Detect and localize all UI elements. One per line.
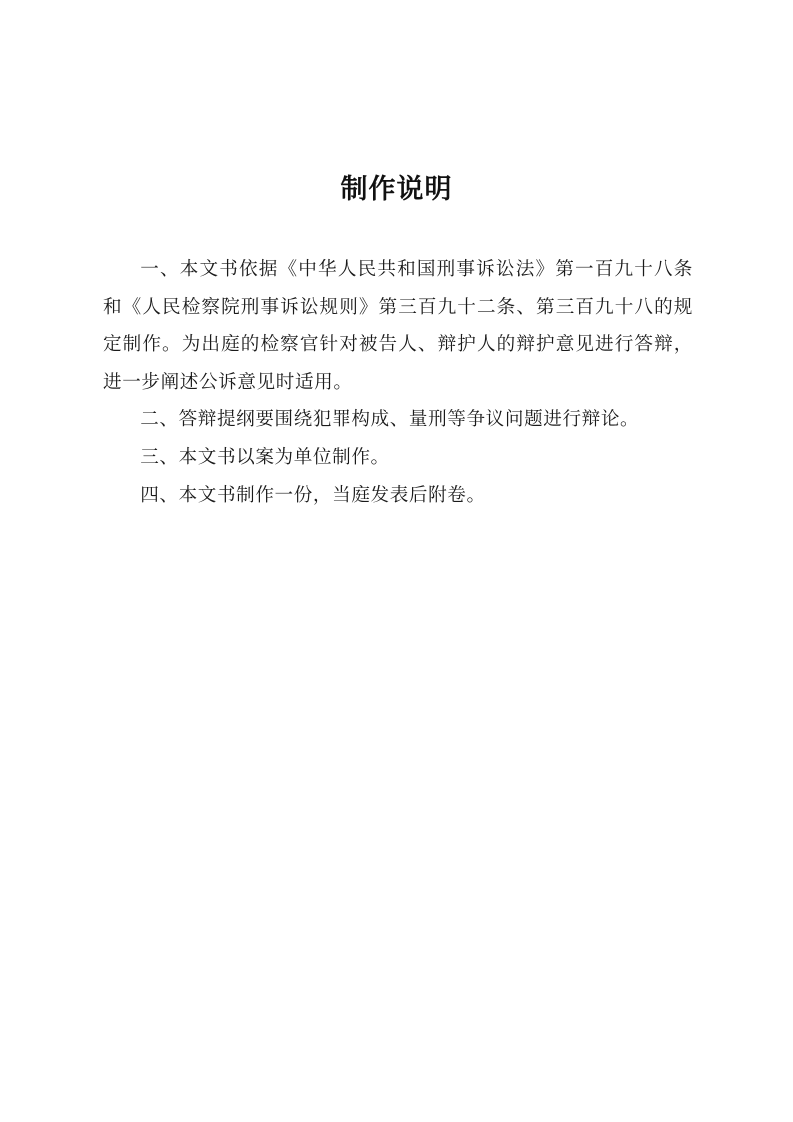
document-body xyxy=(103,251,693,514)
paragraph-3: 三、本文书以案为单位制作。 xyxy=(140,446,390,468)
paragraph-2: 二、答辩提纲要围绕犯罪构成、量刑等争议问题进行辩论。 xyxy=(140,409,640,431)
paragraph-1: 一、本文书依据《中华人民共和国刑事诉讼法》第一百九十八条和《人民检察院刑事诉讼规则》第三百九十二条、第三百九十八的规定制作。为出庭的检察官针对被告人、辩护人的辩护意见进行答辩，进一步阐述公诉意见时适用。 xyxy=(103,259,693,393)
paragraph-4: 四、本文书制作一份，当庭发表后附卷。 xyxy=(140,484,486,506)
document-title: 制作说明 xyxy=(340,174,453,205)
